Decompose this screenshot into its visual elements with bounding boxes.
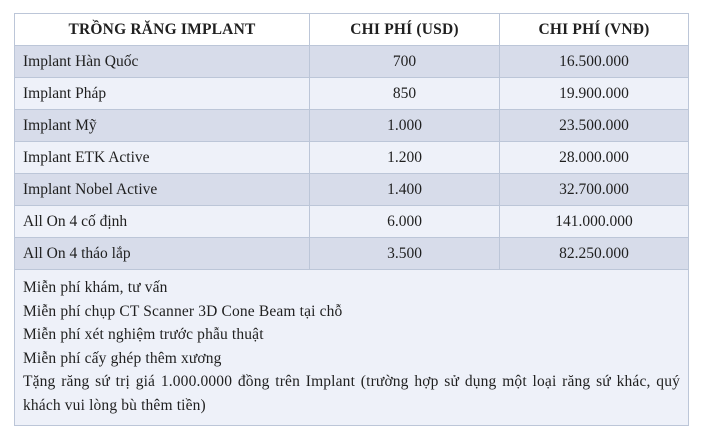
cost-usd: 850	[310, 78, 500, 110]
cost-vnd: 32.700.000	[500, 174, 689, 206]
table-row	[15, 238, 689, 270]
note-item: Miễn phí khám, tư vấn	[23, 279, 168, 296]
cost-usd: 6.000	[310, 206, 500, 238]
header-implant-type: TRỒNG RĂNG IMPLANT	[15, 14, 310, 46]
cost-vnd: 19.900.000	[500, 78, 689, 110]
note-item: Miễn phí xét nghiệm trước phẫu thuật	[23, 326, 264, 343]
table-row	[15, 46, 689, 78]
implant-name: Implant Nobel Active	[15, 174, 310, 206]
implant-price-table	[14, 13, 689, 426]
cost-vnd: 23.500.000	[500, 110, 689, 142]
promotion-notes	[15, 270, 689, 426]
cost-usd: 700	[310, 46, 500, 78]
header-cost-usd: CHI PHÍ (USD)	[310, 14, 500, 46]
table-row	[15, 78, 689, 110]
note-item: Miễn phí chụp CT Scanner 3D Cone Beam tại chỗ	[23, 302, 343, 320]
implant-name: All On 4 tháo lắp	[15, 238, 310, 270]
cost-vnd: 16.500.000	[500, 46, 689, 78]
table-row	[15, 174, 689, 206]
cost-usd: 1.400	[310, 174, 500, 206]
header-cost-vnd: CHI PHÍ (VNĐ)	[500, 14, 689, 46]
implant-name: Implant Pháp	[15, 78, 310, 110]
implant-name: Implant Hàn Quốc	[15, 46, 310, 78]
implant-name: Implant ETK Active	[15, 142, 310, 174]
implant-name: All On 4 cố định	[15, 206, 310, 238]
cost-vnd: 28.000.000	[500, 142, 689, 174]
implant-name: Implant Mỹ	[15, 110, 310, 142]
table-row	[15, 206, 689, 238]
cost-vnd: 141.000.000	[500, 206, 689, 238]
cost-usd: 3.500	[310, 238, 500, 270]
notes-row	[15, 270, 689, 426]
cost-usd: 1.000	[310, 110, 500, 142]
table-header-row	[15, 14, 689, 46]
note-item: Tặng răng sứ trị giá 1.000.0000 đồng trên Implant (trường hợp sử dụng một loại răng sứ khác, quý khách vui lòng bù thêm tiền)	[23, 373, 680, 414]
table-row	[15, 110, 689, 142]
table-row	[15, 142, 689, 174]
cost-vnd: 82.250.000	[500, 238, 689, 270]
cost-usd: 1.200	[310, 142, 500, 174]
note-item: Miễn phí cấy ghép thêm xương	[23, 349, 222, 367]
